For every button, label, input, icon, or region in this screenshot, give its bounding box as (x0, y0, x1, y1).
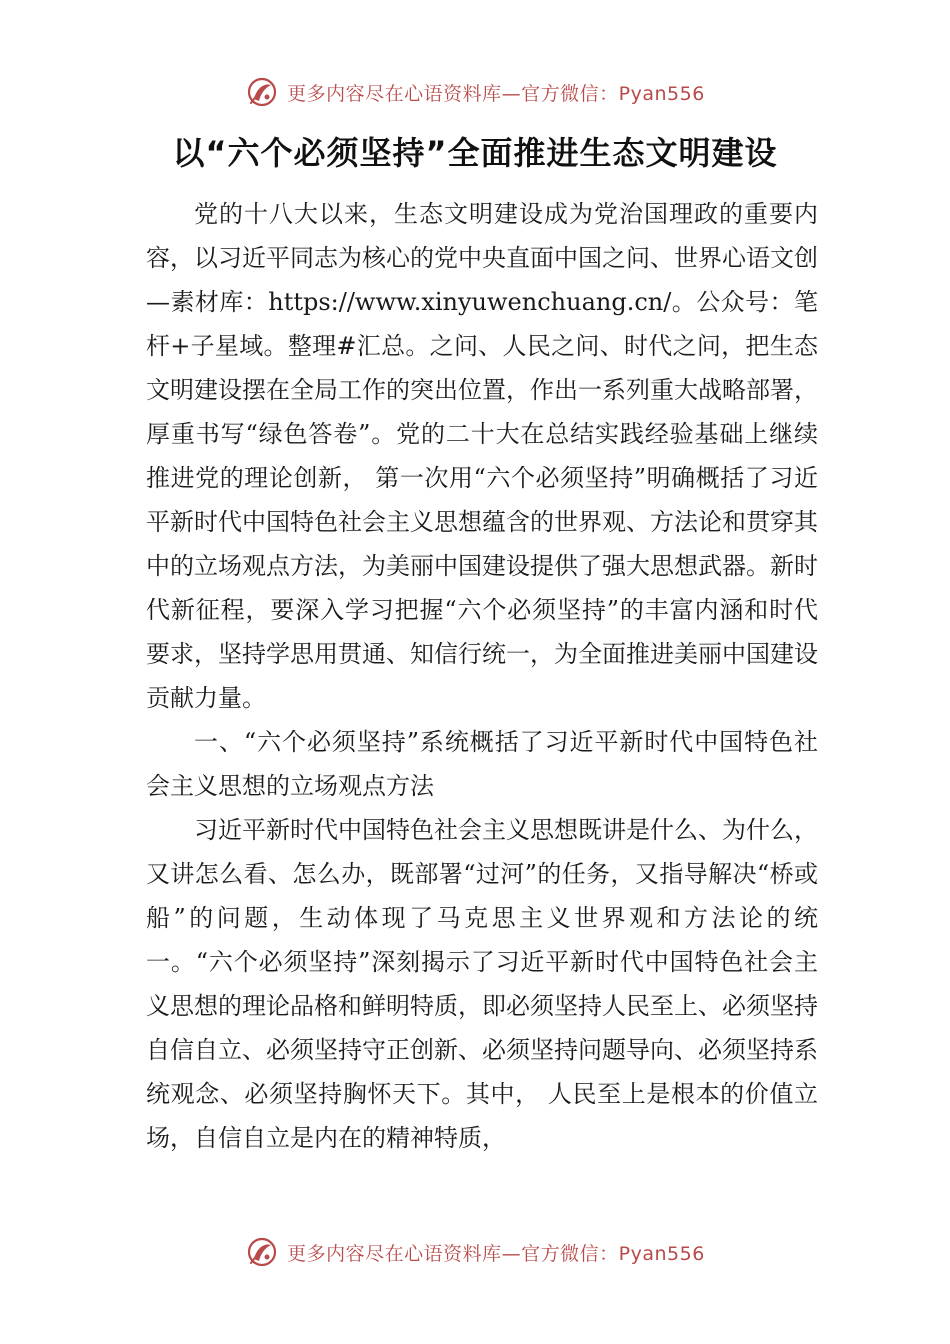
header-banner-text: 更多内容尽在心语资料库—官方微信：Pyan556 (287, 82, 705, 105)
paragraph-section-1: 习近平新时代中国特色社会主义思想既讲是什么、为什么，又讲怎么看、怎么办，既部署“过河”的任务，又指导解决“桥或船”的问题，生动体现了马克思主义世界观和方法论的统一。“六个必须坚持”深刻揭示了习近平新时代中国特色社会主义思想的理论品格和鲜明特质，即必须坚持人民至上、必须坚持自信自立、必须坚持守正创新、必须坚持问题导向、必须坚持系统观念、必须坚持胸怀天下。其中， 人民至上是根本的价值立场，自信自立是内在的精神特质， (146, 816, 818, 1152)
flourish-logo-icon (245, 1235, 279, 1269)
section-heading-1: 一、“六个必须坚持”系统概括了习近平新时代中国特色社会主义思想的立场观点方法 (146, 728, 818, 800)
header-banner (0, 72, 950, 112)
footer-banner-text: 更多内容尽在心语资料库—官方微信：Pyan556 (287, 1242, 705, 1265)
paragraph-intro: 党的十八大以来，生态文明建设成为党治国理政的重要内容，以习近平同志为核心的党中央直面中国之问、世界心语文创—素材库：https://www.xinyuwenchuang.cn/。公众号：笔杆+子星域。整理#汇总。之问、人民之问、时代之问，把生态文明建设摆在全局工作的突出位置，作出一系列重大战略部署，厚重书写“绿色答卷”。党的二十大在总结实践经验基础上继续推进党的理论创新， 第一次用“六个必须坚持”明确概括了习近平新时代中国特色社会主义思想蕴含的世界观、方法论和贯穿其中的立场观点方法，为美丽中国建设提供了强大思想武器。新时代新征程，要深入学习把握“六个必须坚持”的丰富内涵和时代要求，坚持学思用贯通、知信行统一，为全面推进美丽中国建设贡献力量。 (146, 200, 818, 712)
document-body (146, 192, 818, 1160)
document-title: 以“六个必须坚持”全面推进生态文明建设 (172, 134, 778, 172)
footer-banner (0, 1232, 950, 1272)
flourish-logo-icon (245, 75, 279, 109)
